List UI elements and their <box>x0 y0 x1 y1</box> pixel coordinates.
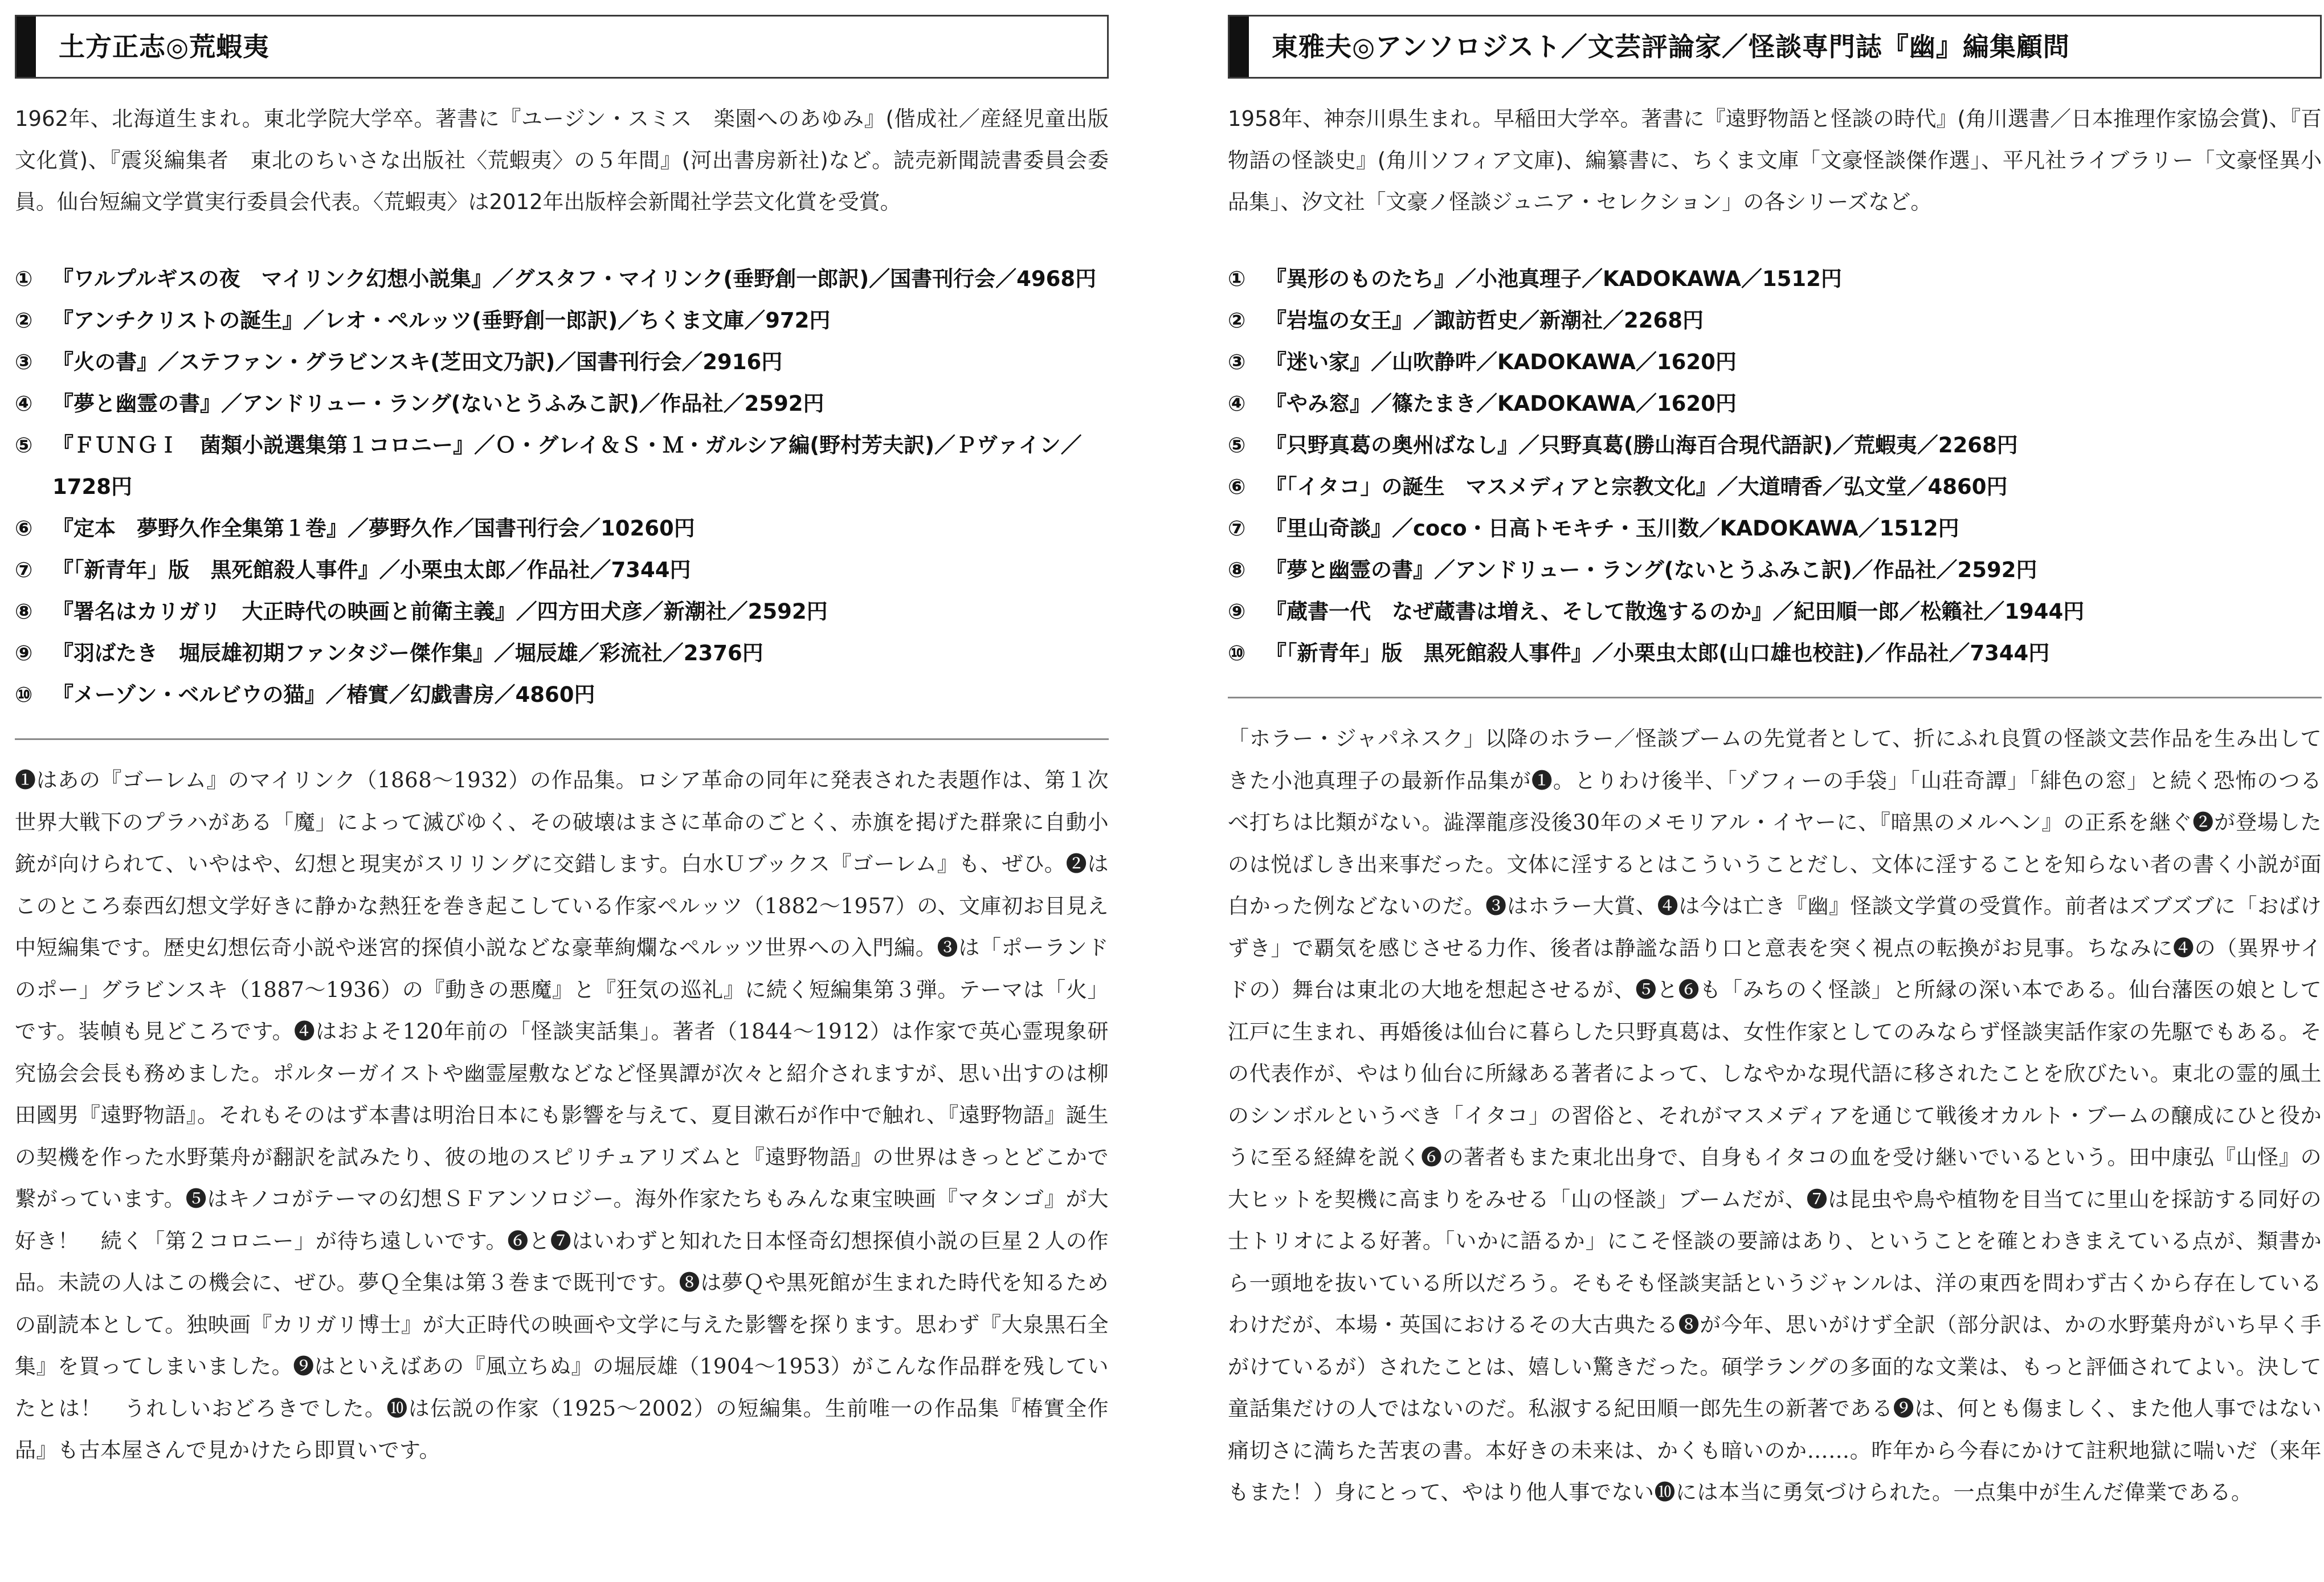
book-item <box>15 383 1109 424</box>
book-number: ① <box>1228 267 1246 291</box>
book-number: ⑧ <box>1228 558 1246 582</box>
book-number: ③ <box>1228 350 1246 374</box>
book-text: 『里山奇談』／coco・日高トモキチ・玉川数／KADOKAWA／1512円 <box>1265 516 1959 541</box>
section-divider <box>1228 697 2322 698</box>
book-text: 『ＦＵＮＧＩ 菌類小説選集第１コロニー』／Ｏ・グレイ＆Ｓ・Ｍ・ガルシア編(野村芳夫訳)／Ｐヴァイン／1728円 <box>52 433 1082 499</box>
book-number: ⑤ <box>15 433 33 457</box>
book-text: 『岩塩の女王』／諏訪哲史／新潮社／2268円 <box>1265 308 1704 333</box>
book-number: ① <box>15 267 33 291</box>
book-number: ② <box>1228 308 1246 333</box>
left-book-list <box>15 258 1109 716</box>
book-item <box>1228 632 2322 674</box>
header-accent-bar <box>1230 17 1249 77</box>
book-item <box>1228 466 2322 508</box>
book-number: ⑨ <box>15 641 33 665</box>
right-header-title: 東雅夫◎アンソロジスト／文芸評論家／怪談専門誌『幽』編集顧問 <box>1272 31 2070 62</box>
book-number: ⑩ <box>15 682 33 707</box>
left-column <box>15 15 1109 1471</box>
book-item <box>15 632 1109 674</box>
right-header <box>1228 15 2322 79</box>
book-item <box>1228 508 2322 549</box>
book-number: ④ <box>1228 391 1246 416</box>
book-item <box>1228 300 2322 341</box>
book-number: ③ <box>15 350 33 374</box>
book-item <box>1228 383 2322 424</box>
book-number: ⑥ <box>1228 475 1246 499</box>
book-text: 『ワルプルギスの夜 マイリンク幻想小説集』／グスタフ・マイリンク(垂野創一郎訳)／国書刊行会／4968円 <box>52 267 1097 291</box>
book-number: ⑥ <box>15 516 33 541</box>
book-item <box>15 258 1109 300</box>
book-item <box>1228 258 2322 300</box>
book-text: 『アンチクリストの誕生』／レオ・ペルッツ(垂野創一郎訳)／ちくま文庫／972円 <box>52 308 831 333</box>
right-book-list <box>1228 258 2322 674</box>
book-text: 『署名はカリガリ 大正時代の映画と前衛主義』／四方田犬彦／新潮社／2592円 <box>52 599 828 624</box>
book-number: ④ <box>15 391 33 416</box>
book-number: ⑩ <box>1228 641 1246 665</box>
book-text: 『只野真葛の奥州ばなし』／只野真葛(勝山海百合現代語訳)／荒蝦夷／2268円 <box>1265 433 2018 457</box>
left-author-bio: 1962年、北海道生まれ。東北学院大学卒。著書に『ユージン・スミス 楽園へのあゆみ』(偕成社／産経児童出版文化賞)、『震災編集者 東北のちいさな出版社〈荒蝦夷〉の５年間』(河出書房新社)など。読売新聞読書委員会委員。仙台短編文学賞実行委員会代表。〈荒蝦夷〉は2012年出版梓会新聞社学芸文化賞を受賞。 <box>15 107 1109 214</box>
book-text: 『迷い家』／山吹静吽／KADOKAWA／1620円 <box>1265 350 1737 374</box>
book-number: ⑦ <box>15 558 33 582</box>
book-number: ⑤ <box>1228 433 1246 457</box>
right-author-bio: 1958年、神奈川県生まれ。早稲田大学卒。著書に『遠野物語と怪談の時代』(角川選書／日本推理作家協会賞)、『百物語の怪談史』(角川ソフィア文庫)、編纂書に、ちくま文庫「文豪怪談傑作選」、平凡社ライブラリー「文豪怪異小品集」、汐文社「文豪ノ怪談ジュニア・セレクション」の各シリーズなど。 <box>1228 107 2322 214</box>
book-text: 『やみ窓』／篠たまき／KADOKAWA／1620円 <box>1265 391 1737 416</box>
left-review-text: ❶はあの『ゴーレム』のマイリンク（1868〜1932）の作品集。ロシア革命の同年に発表された表題作は、第１次世界大戦下のプラハがある「魔」によって滅びゆく、その破壊はまさに革命のごとく、赤旗を掲げた群衆に自動小銃が向けられて、いやはや、幻想と現実がスリリングに交錯します。白水Ｕブックス『ゴーレム』も、ぜひ。❷はこのところ泰西幻想文学好きに静かな熱狂を巻き起こしている作家ペルッツ（1882〜1957）の、文庫初お目見え中短編集です。歴史幻想伝奇小説や迷宮的探偵小説などな豪華絢爛なペルッツ世界への入門編。❸は「ポーランドのポー」グラビンスキ（1887〜1936）の『動きの悪魔』と『狂気の巡礼』に続く短編集第３弾。テーマは「火」です。装幀も見どころです。❹はおよそ120年前の「怪談実話集」。著者（1844〜1912）は作家で英心霊現象研究協会会長も務めました。ポルターガイストや幽霊屋敷などなど怪異譚が次々と紹介されますが、思い出すのは柳田國男『遠野物語』。それもそのはず本書は明治日本にも影響を与えて、夏目漱石が作中で触れ、『遠野物語』誕生の契機を作った水野葉舟が翻訳を試みたり、彼の地のスピリチュアリズムと『遠野物語』の世界はきっとどこかで繋がっています。❺はキノコがテーマの幻想ＳＦアンソロジー。海外作家たちもみんな東宝映画『マタンゴ』が大好き！ 続く「第２コロニー」が待ち遠しいです。❻と❼はいわずと知れた日本怪奇幻想探偵小説の巨星２人の作品。未読の人はこの機会に、ぜひ。夢Ｑ全集は第３巻まで既刊です。❽は夢Ｑや黒死館が生まれた時代を知るための副読本として。独映画『カリガリ博士』が大正時代の映画や文学に与えた影響を探ります。思わず『大泉黒石全集』を買ってしまいました。❾はといえばあの『風立ちぬ』の堀辰雄（1904〜1953）がこんな作品群を残していたとは！ うれしいおどろきでした。❿は伝説の作家（1925〜2002）の短編集。生前唯一の作品集『椿實全作品』も古本屋さんで見かけたら即買いです。 <box>15 768 1109 1462</box>
book-text: 『羽ばたき 堀辰雄初期ファンタジー傑作集』／堀辰雄／彩流社／2376円 <box>52 641 763 665</box>
book-item <box>15 508 1109 549</box>
book-text: 『「イタコ」の誕生 マスメディアと宗教文化』／大道晴香／弘文堂／4860円 <box>1265 475 2008 499</box>
header-accent-bar <box>17 17 36 77</box>
book-item <box>15 300 1109 341</box>
book-text: 『夢と幽霊の書』／アンドリュー・ラング(ないとうふみこ訳)／作品社／2592円 <box>1265 558 2037 582</box>
book-text: 『メーゾン・ベルビウの猫』／椿實／幻戯書房／4860円 <box>52 682 595 707</box>
book-text: 『定本 夢野久作全集第１巻』／夢野久作／国書刊行会／10260円 <box>52 516 695 541</box>
book-number: ⑨ <box>1228 599 1246 624</box>
book-item <box>15 549 1109 591</box>
book-number: ⑦ <box>1228 516 1246 541</box>
book-text: 『「新青年」版 黒死館殺人事件』／小栗虫太郎(山口雄也校註)／作品社／7344円 <box>1265 641 2050 665</box>
book-text: 『火の書』／ステファン・グラビンスキ(芝田文乃訳)／国書刊行会／2916円 <box>52 350 783 374</box>
book-item <box>1228 591 2322 632</box>
book-item <box>1228 549 2322 591</box>
section-divider <box>15 738 1109 740</box>
book-number: ② <box>15 308 33 333</box>
right-review-text: 「ホラー・ジャパネスク」以降のホラー／怪談ブームの先覚者として、折にふれ良質の怪談文芸作品を生み出してきた小池真理子の最新作品集が❶。とりわけ後半、「ゾフィーの手袋」「山荘奇譚」「緋色の窓」と続く恐怖のつるべ打ちは比類がない。澁澤龍彦没後30年のメモリアル・イヤーに、『暗黒のメルヘン』の正系を継ぐ❷が登場したのは悦ばしき出来事だった。文体に淫するとはこういうことだし、文体に淫することを知らない者の書く小説が面白かった例などないのだ。❸はホラー大賞、❹は今は亡き『幽』怪談文学賞の受賞作。前者はズブズブに「おばけずき」で覇気を感じさせる力作、後者は静謐な語り口と意表を突く視点の転換がお見事。ちなみに❹の（異界サイドの）舞台は東北の大地を想起させるが、❺と❻も「みちのく怪談」と所縁の深い本である。仙台藩医の娘として江戸に生まれ、再婚後は仙台に暮らした只野真葛は、女性作家としてのみならず怪談実話作家の先駆でもある。その代表作が、やはり仙台に所縁ある著者によって、しなやかな現代語に移されたことを欣びたい。東北の霊的風土のシンボルというべき「イタコ」の習俗と、それがマスメディアを通じて戦後オカルト・ブームの醸成にひと役かうに至る経緯を説く❻の著者もまた東北出身で、自身もイタコの血を受け継いでいるという。田中康弘『山怪』の大ヒットを契機に高まりをみせる「山の怪談」ブームだが、❼は昆虫や鳥や植物を目当てに里山を採訪する同好の士トリオによる好著。「いかに語るか」にこそ怪談の要諦はあり、ということを確とわきまえている点が、類書から一頭地を抜いている所以だろう。そもそも怪談実話というジャンルは、洋の東西を問わず古くから存在しているわけだが、本場・英国におけるその大古典たる❽が今年、思いがけず全訳（部分訳は、かの水野葉舟がいち早く手がけているが）されたことは、嬉しい驚きだった。碩学ラングの多面的な文業は、もっと評価されてよい。決して童話集だけの人ではないのだ。私淑する紀田順一郎先生の新著である❾は、何とも傷ましく、また他人事ではない痛切さに満ちた苦衷の書。本好きの未来は、かくも暗いのか……。昨年から今春にかけて註釈地獄に喘いだ（来年もまた！）身にとって、やはり他人事でない❿には本当に勇気づけられた。一点集中が生んだ偉業である。 <box>1228 726 2322 1505</box>
book-item <box>1228 341 2322 383</box>
book-text: 『蔵書一代 なぜ蔵書は増え、そして散逸するのか』／紀田順一郎／松籟社／1944円 <box>1265 599 2085 624</box>
book-item <box>15 341 1109 383</box>
right-column <box>1228 15 2322 1514</box>
book-item <box>15 424 1109 508</box>
book-item <box>15 674 1109 716</box>
left-header-title: 土方正志◎荒蝦夷 <box>59 31 270 62</box>
book-item <box>15 591 1109 632</box>
book-text: 『夢と幽霊の書』／アンドリュー・ラング(ないとうふみこ訳)／作品社／2592円 <box>52 391 824 416</box>
book-text: 『「新青年」版 黒死館殺人事件』／小栗虫太郎／作品社／7344円 <box>52 558 691 582</box>
book-item <box>1228 424 2322 466</box>
book-number: ⑧ <box>15 599 33 624</box>
book-text: 『異形のものたち』／小池真理子／KADOKAWA／1512円 <box>1265 267 1842 291</box>
left-header <box>15 15 1109 79</box>
